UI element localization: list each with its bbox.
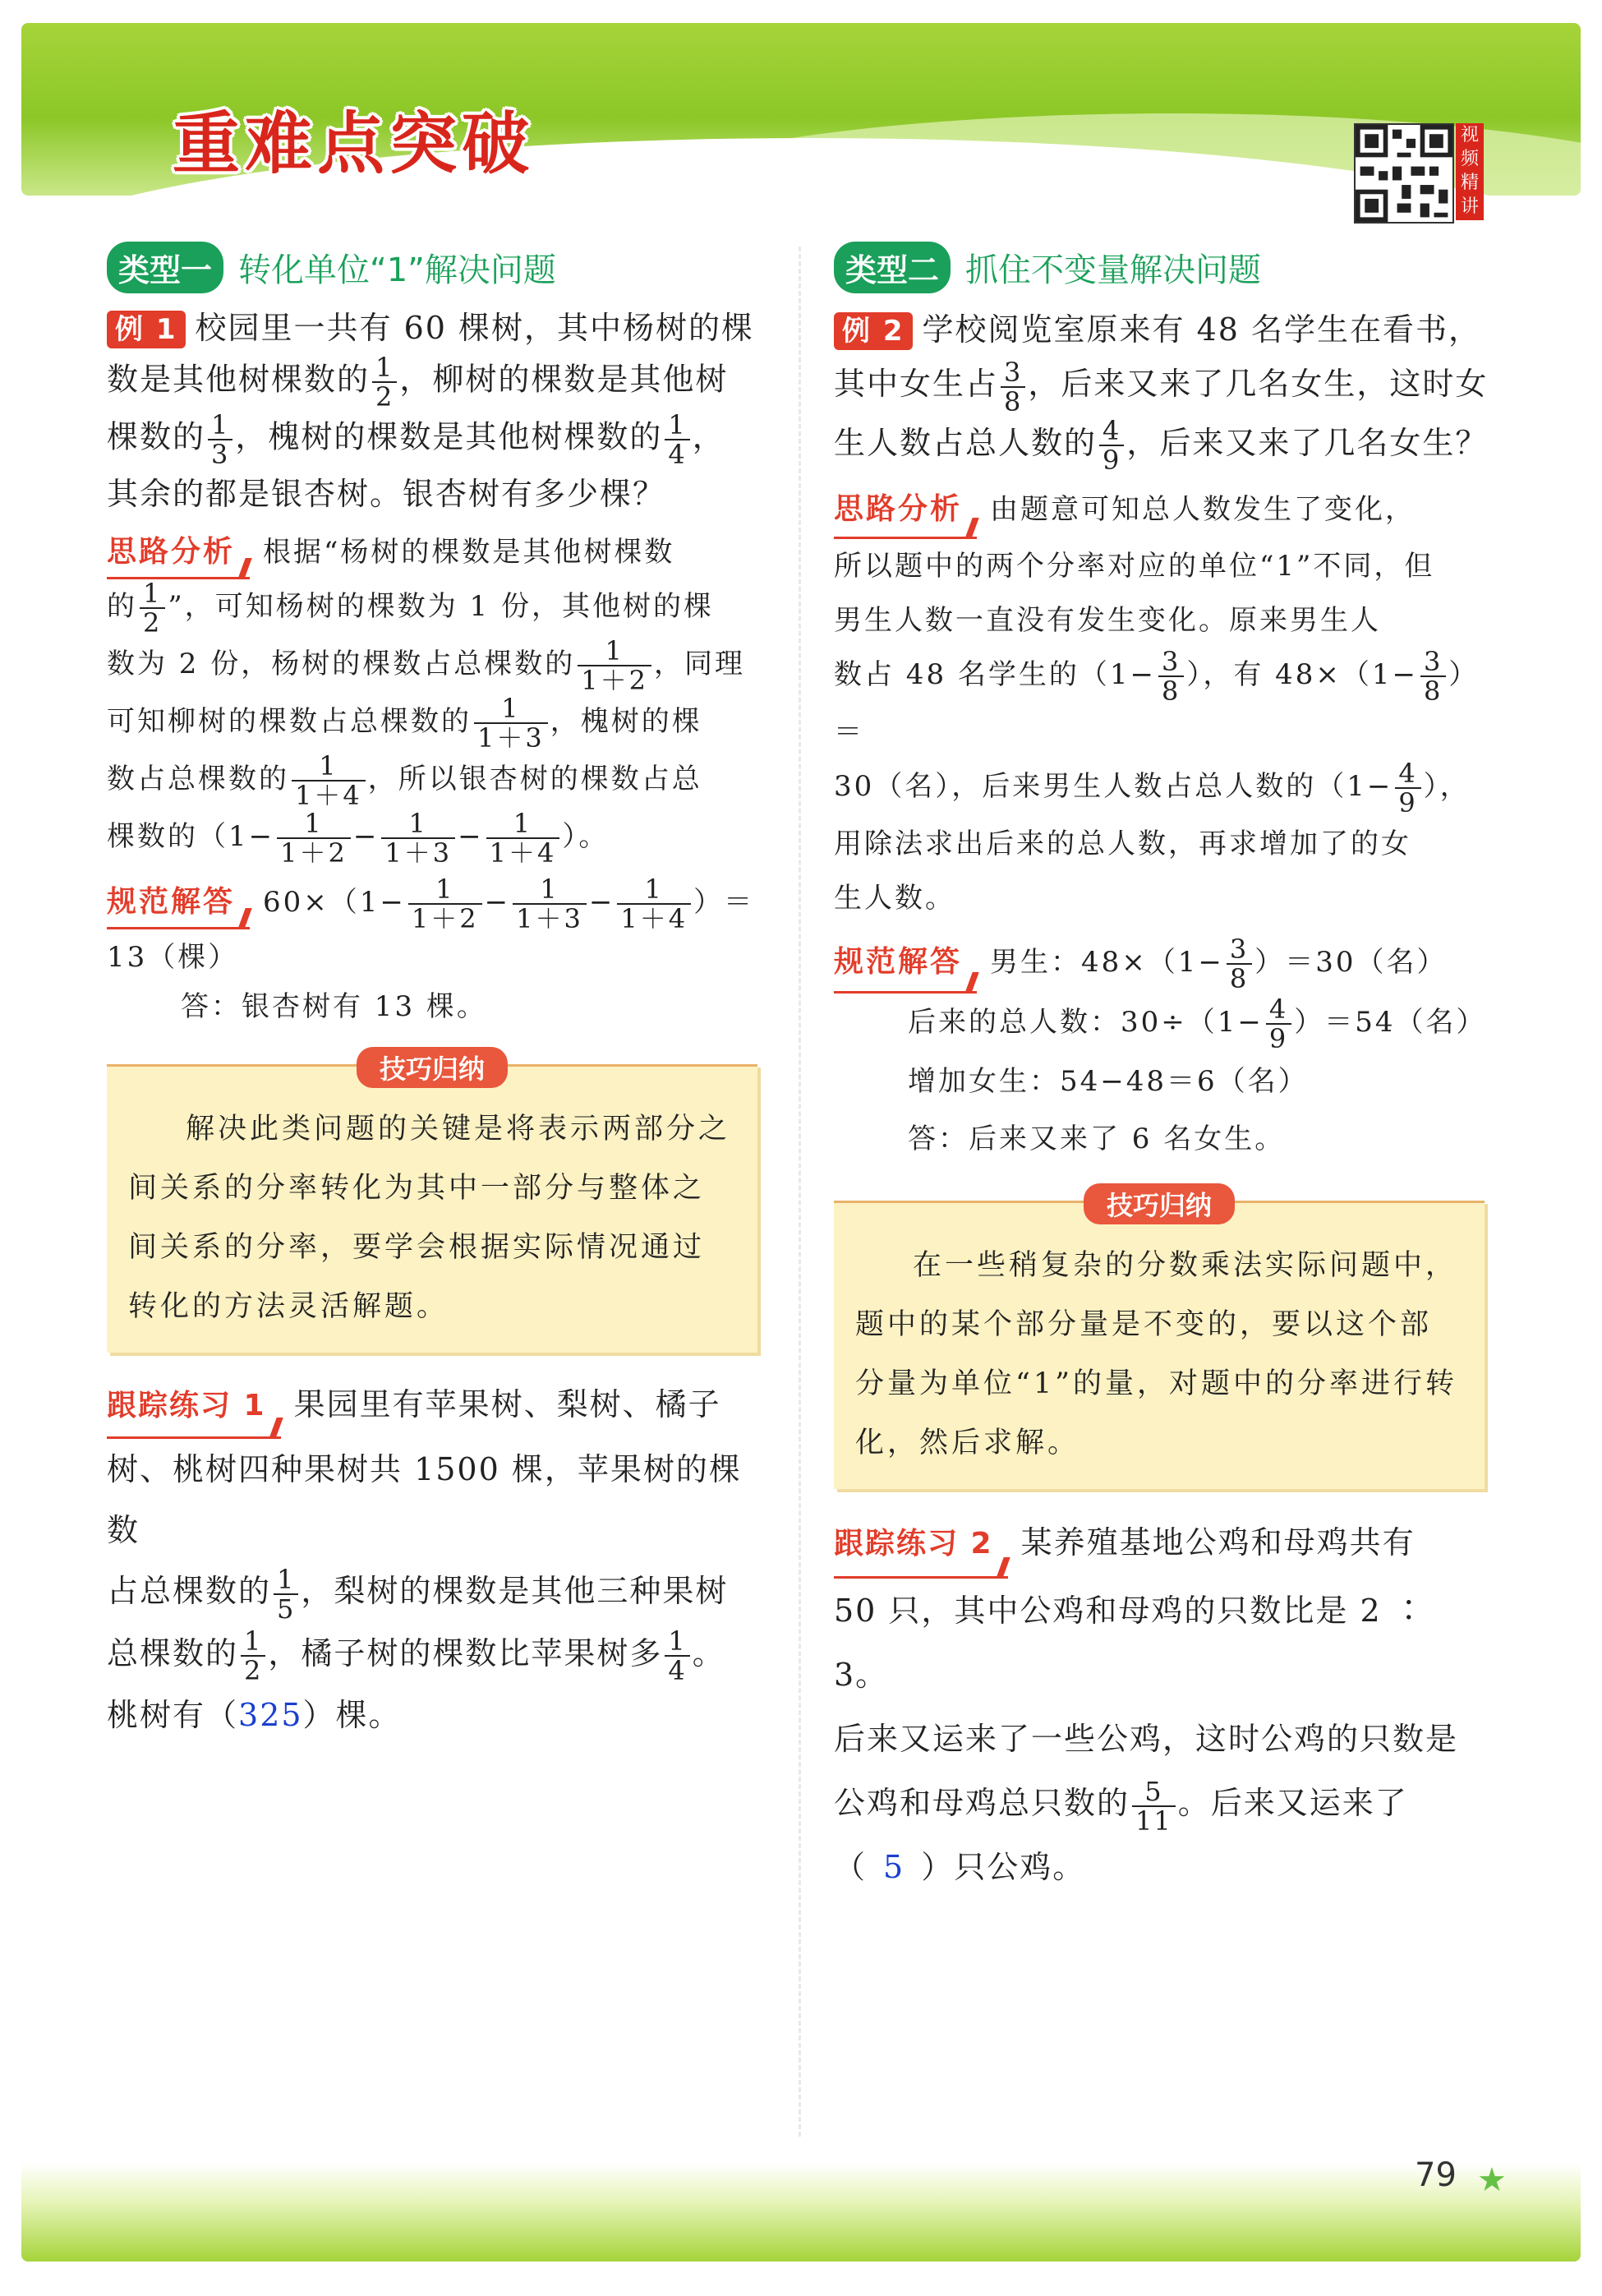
column-divider <box>799 247 801 2137</box>
type-heading <box>834 238 1491 296</box>
fraction: $\frac{1}{1+4}$ <box>292 752 366 809</box>
fraction: $\frac{1}{3}$ <box>208 411 232 468</box>
tip-text: 解决此类问题的关键是将表示两部分之间关系的分率转化为其中一部分与整体之间关系的分率，要学会根据实际情况通过转化的方法灵活解题。 <box>128 1113 731 1323</box>
example-tag: 例 2 <box>834 312 913 350</box>
page-title: 重难点突破 <box>173 105 535 183</box>
solution-paragraph: 规范解答 男生：48×（1− $\frac{3}{8}$ ）＝30（名） 后来的总人数：30÷（1− $\frac{4}{9}$ ）＝54（名） 增加女生：54−48＝6（名） 答：后来又来了 6 名女生。 <box>834 934 1487 1155</box>
fraction: $\frac{1}{1+4}$ <box>617 875 691 933</box>
fraction: $\frac{1}{2}$ <box>140 579 165 637</box>
fraction: $\frac{1}{1+2}$ <box>578 637 651 694</box>
text-line: ，柳树的棵数是其他树 <box>399 361 729 398</box>
practice-paragraph: 跟踪练习 2 某养殖基地公鸡和母鸡共有 50 只，其中公鸡和母鸡的只数比是 2 ∶ 3。 后来又运来了一些公鸡，这时公鸡的只数是 公鸡和母鸡总只数的 $\frac{5}{11}$ 。后来又运来了 （ 5 ）只公鸡。 <box>834 1510 1491 1899</box>
footer-band <box>21 2163 1581 2261</box>
fraction: $\frac{1}{1+4}$ <box>486 809 560 867</box>
analysis-paragraph: 思路分析 由题意可知总人数发生了变化， 所以题中的两个分率对应的单位“1”不同，但 男生人数一直没有发生变化。原来男生人 数占 48 名学生的（1− $\frac{3}{8}$ ），有 48×（1− $\frac{3}{8}$ ）＝ 30（名），后来男生人数占总人数的（1− $\frac{4}{9}$ ）， 用除法求出后来的总人数，再求增加了的女 生人数。 <box>834 482 1491 925</box>
fraction: $\frac{1}{1+2}$ <box>408 875 482 933</box>
answer-line: 答：银杏树有 13 棵。 <box>181 990 487 1023</box>
example-paragraph: 例 1 校园里一共有 60 棵树，其中杨树的棵 数是其他树棵数的 $\frac{1}{2}$ ，柳树的棵数是其他树 棵数的 $\frac{1}{3}$ ，槐树的棵数是其他树棵数的 $\frac{1}{4}$ ， 其余的都是银杏树。银杏树有多少棵？ <box>107 310 755 512</box>
qr-code-icon[interactable] <box>1354 123 1454 224</box>
analysis-tag: 思路分析 <box>834 482 977 539</box>
fraction: $\frac{1}{2}$ <box>241 1627 265 1685</box>
type-badge: 类型二 <box>834 242 951 293</box>
tip-box <box>834 1190 1485 1489</box>
fraction: $\frac{3}{8}$ <box>1158 648 1184 705</box>
answer-line: 答：后来又来了 6 名女生。 <box>908 1123 1286 1155</box>
type-badge: 类型一 <box>107 242 223 293</box>
solution-paragraph: 规范解答 60×（1− $\frac{1}{1+2}$ − $\frac{1}{1+3}$ − $\frac{1}{1+4}$ ）＝ 13（棵） 答：银杏树有 13 棵。 <box>107 874 755 1023</box>
text-line: ，槐树的棵数是其他树棵数的 <box>235 418 663 455</box>
practice-tag: 跟踪练习 1 <box>107 1376 281 1439</box>
fraction: $\frac{4}{9}$ <box>1266 995 1291 1053</box>
answer-blank[interactable]: 325 <box>238 1697 303 1733</box>
text-line: ”，可知杨树的棵数为 1 份，其他树的棵 <box>168 590 714 623</box>
fraction: $\frac{3}{8}$ <box>1227 935 1252 993</box>
fraction: $\frac{1}{5}$ <box>274 1565 298 1623</box>
type-title: 抓住不变量解决问题 <box>965 251 1262 289</box>
example-paragraph: 例 2 学校阅览室原来有 48 名学生在看书， 其中女生占 $\frac{3}{8}$ ，后来又来了几名女生，这时女 生人数占总人数的 $\frac{4}{9}$ ，后来又来了几名女生？ <box>834 311 1489 476</box>
tip-text: 在一些稍复杂的分数乘法实际问题中，题中的某个部分量是不变的，要以这个部分量为单位“1”的量，对题中的分率进行转化，然后求解。 <box>855 1249 1458 1459</box>
practice-paragraph: 跟踪练习 1 果园里有苹果树、梨树、橘子 树、桃树四种果树共 1500 棵，苹果树的棵数 占总棵数的 $\frac{1}{5}$ ，梨树的棵数是其他三种果树 总棵数的 $\frac{1}{2}$ ，橘子树的棵数比苹果树多 $\frac{1}{4}$ 。 桃树有（325）棵。 <box>107 1374 764 1745</box>
tip-title: 技巧归纳 <box>1084 1183 1235 1224</box>
text-line: 其余的都是银杏树。银杏树有多少棵？ <box>107 476 666 512</box>
fraction: $\frac{1}{1+3}$ <box>474 694 548 752</box>
answer-blank[interactable]: 5 <box>883 1849 905 1885</box>
solution-tag: 规范解答 <box>107 878 250 929</box>
type-title: 转化单位“1”解决问题 <box>238 251 556 289</box>
text-line: 校园里一共有 60 棵树，其中杨树的棵 <box>195 310 755 346</box>
qr-label: 视频精讲 <box>1456 123 1484 220</box>
fraction: $\frac{1}{4}$ <box>665 1627 689 1685</box>
solution-tag: 规范解答 <box>834 934 977 994</box>
left-column <box>107 238 764 1745</box>
tip-box <box>107 1053 757 1353</box>
analysis-tag: 思路分析 <box>107 528 250 579</box>
star-icon: ★ <box>1477 2161 1507 2199</box>
fraction: $\frac{4}{9}$ <box>1395 759 1420 817</box>
example-tag: 例 1 <box>107 311 186 348</box>
page-number: 79 <box>1415 2156 1457 2194</box>
fraction: $\frac{4}{9}$ <box>1099 417 1124 474</box>
fraction: $\frac{1}{4}$ <box>665 411 689 468</box>
text-line: 可知柳树的棵数占总棵数的 <box>107 705 472 738</box>
type-heading <box>107 238 764 296</box>
fraction: $\frac{1}{2}$ <box>372 353 397 411</box>
fraction: $\frac{1}{1+2}$ <box>277 809 351 867</box>
right-column <box>834 238 1491 1899</box>
text-line: 棵数的 <box>107 418 206 455</box>
text-line: 数占总棵数的 <box>107 763 289 795</box>
analysis-paragraph: 思路分析 根据“杨树的棵数是其他树棵数 的 $\frac{1}{2}$ ”，可知杨树的棵数为 1 份，其他树的棵 数为 2 份，杨树的棵数占总棵数的 $\frac{1}{1+2}$ ，同理 可知柳树的棵数占总棵数的 $\frac{1}{1+3}$ ，槐树的棵 数占总棵数的 $\frac{1}{1+4}$ ，所以银杏树的棵数占总 棵数的（1− $\frac{1}{1+2}$ − $\frac{1}{1+3}$ − $\frac{1}{1+4}$ ）。 <box>107 528 764 867</box>
text-line: 棵数的（1− <box>107 820 275 853</box>
tip-title: 技巧归纳 <box>357 1047 508 1088</box>
fraction: $\frac{3}{8}$ <box>1420 648 1446 705</box>
fraction: $\frac{3}{8}$ <box>1001 358 1025 416</box>
text-line: 根据“杨树的棵数是其他树棵数 <box>263 536 675 569</box>
fraction: $\frac{1}{1+3}$ <box>381 809 455 867</box>
text-line: 数是其他树棵数的 <box>107 361 371 398</box>
text-line: 13（棵） <box>107 941 239 974</box>
practice-tag: 跟踪练习 2 <box>834 1512 1008 1579</box>
fraction: $\frac{1}{1+3}$ <box>513 875 587 933</box>
fraction: $\frac{5}{11}$ <box>1132 1777 1176 1835</box>
text-line: 数为 2 份，杨树的棵数占总棵数的 <box>107 648 576 680</box>
